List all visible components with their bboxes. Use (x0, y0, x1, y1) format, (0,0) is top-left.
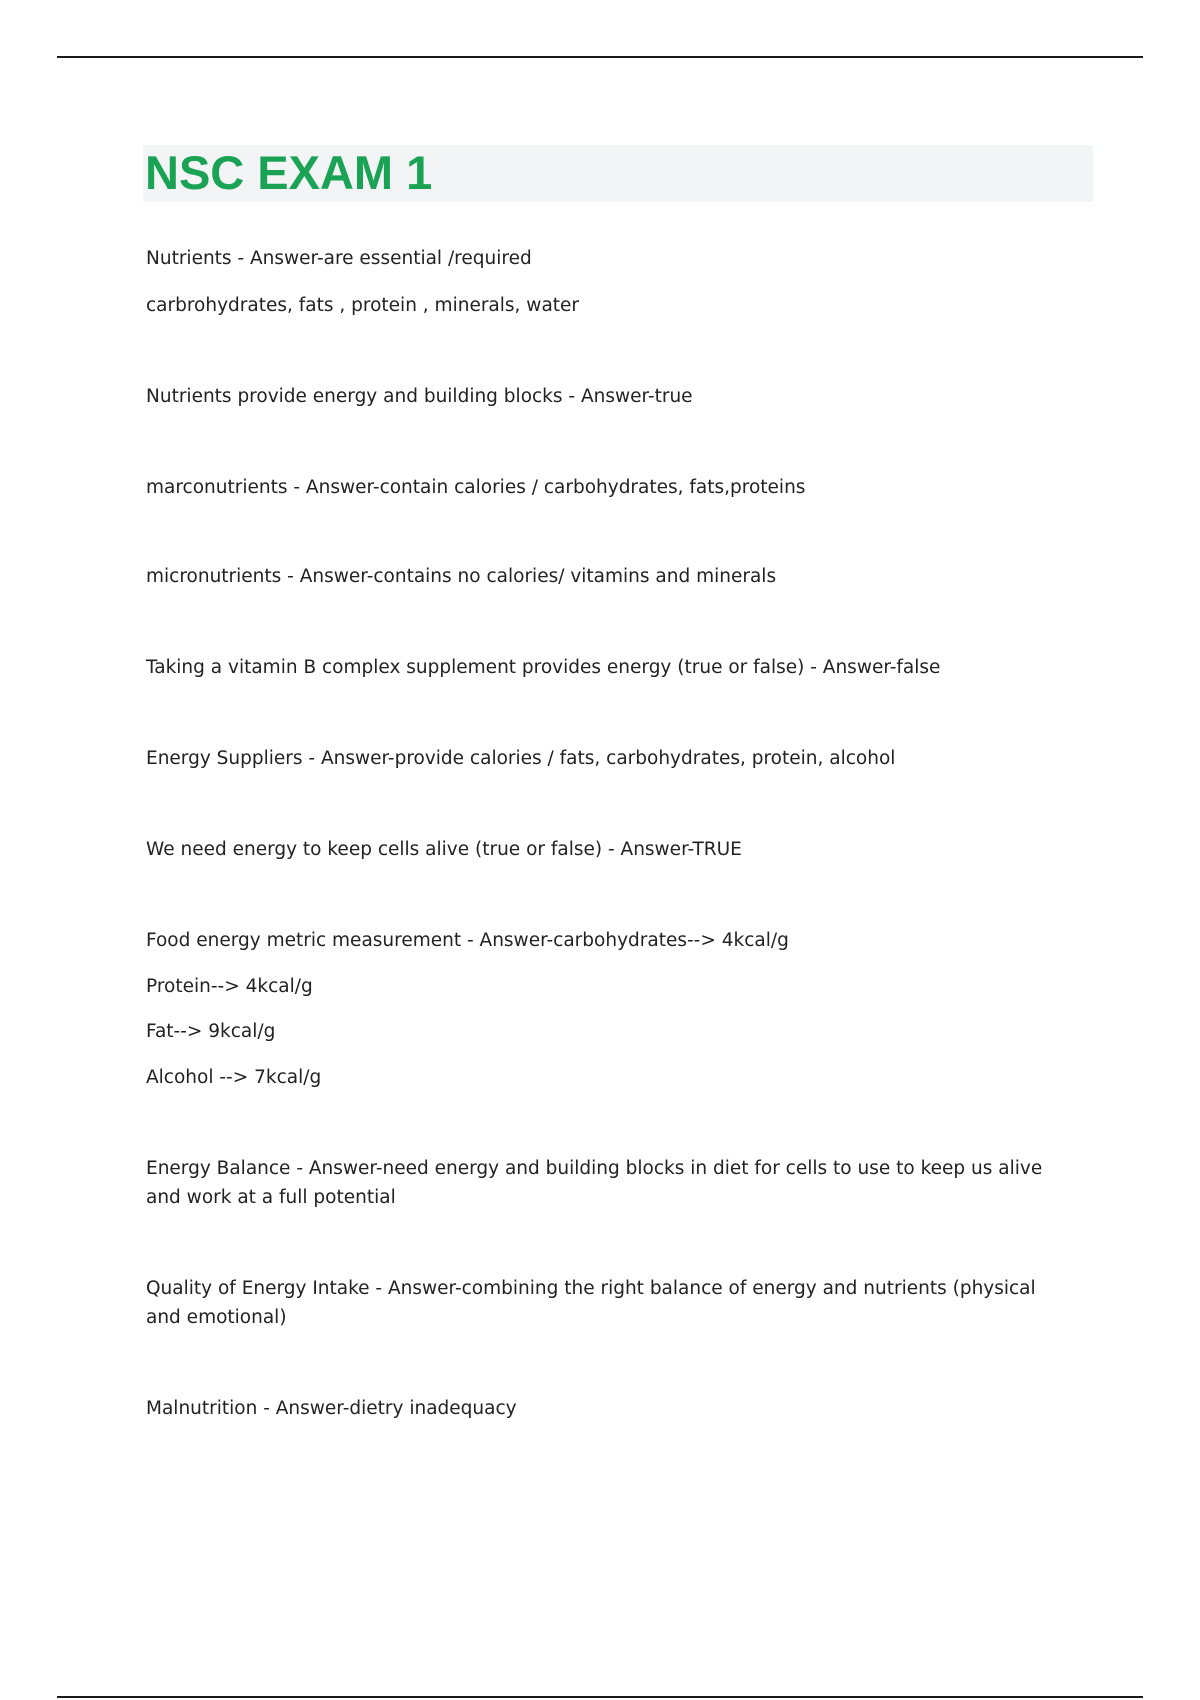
page-title: NSC EXAM 1 (145, 146, 433, 199)
line-protein: Protein--> 4kcal/g (146, 976, 313, 997)
line-energy-suppliers: Energy Suppliers - Answer-provide calories / fats, carbohydrates, protein, alcohol (146, 748, 896, 769)
top-rule (57, 56, 1143, 58)
line-nutrients-list: carbrohydrates, fats , protein , minerals, water (146, 295, 580, 316)
line-food-energy: Food energy metric measurement - Answer-carbohydrates--> 4kcal/g (146, 930, 789, 951)
line-fat: Fat--> 9kcal/g (146, 1021, 276, 1042)
line-energy-balance: Energy Balance - Answer-need energy and building blocks in diet for cells to use to keep us alive and work at a full potential (146, 1158, 1043, 1208)
line-energy-cells: We need energy to keep cells alive (true or false) - Answer-TRUE (146, 839, 742, 860)
line-quality-energy: Quality of Energy Intake - Answer-combining the right balance of energy and nutrients (physical and emotional) (146, 1278, 1036, 1328)
line-nutrients: Nutrients - Answer-are essential /required (146, 248, 532, 269)
line-malnutrition: Malnutrition - Answer-dietry inadequacy (146, 1398, 517, 1419)
line-alcohol: Alcohol --> 7kcal/g (146, 1067, 322, 1088)
line-vitamin-b: Taking a vitamin B complex supplement provides energy (true or false) - Answer-false (146, 657, 941, 678)
bottom-rule (57, 1696, 1143, 1698)
line-nutrients-energy: Nutrients provide energy and building blocks - Answer-true (146, 386, 693, 407)
line-micronutrients: micronutrients - Answer-contains no calories/ vitamins and minerals (146, 566, 777, 587)
line-macronutrients: marconutrients - Answer-contain calories / carbohydrates, fats,proteins (146, 477, 806, 498)
